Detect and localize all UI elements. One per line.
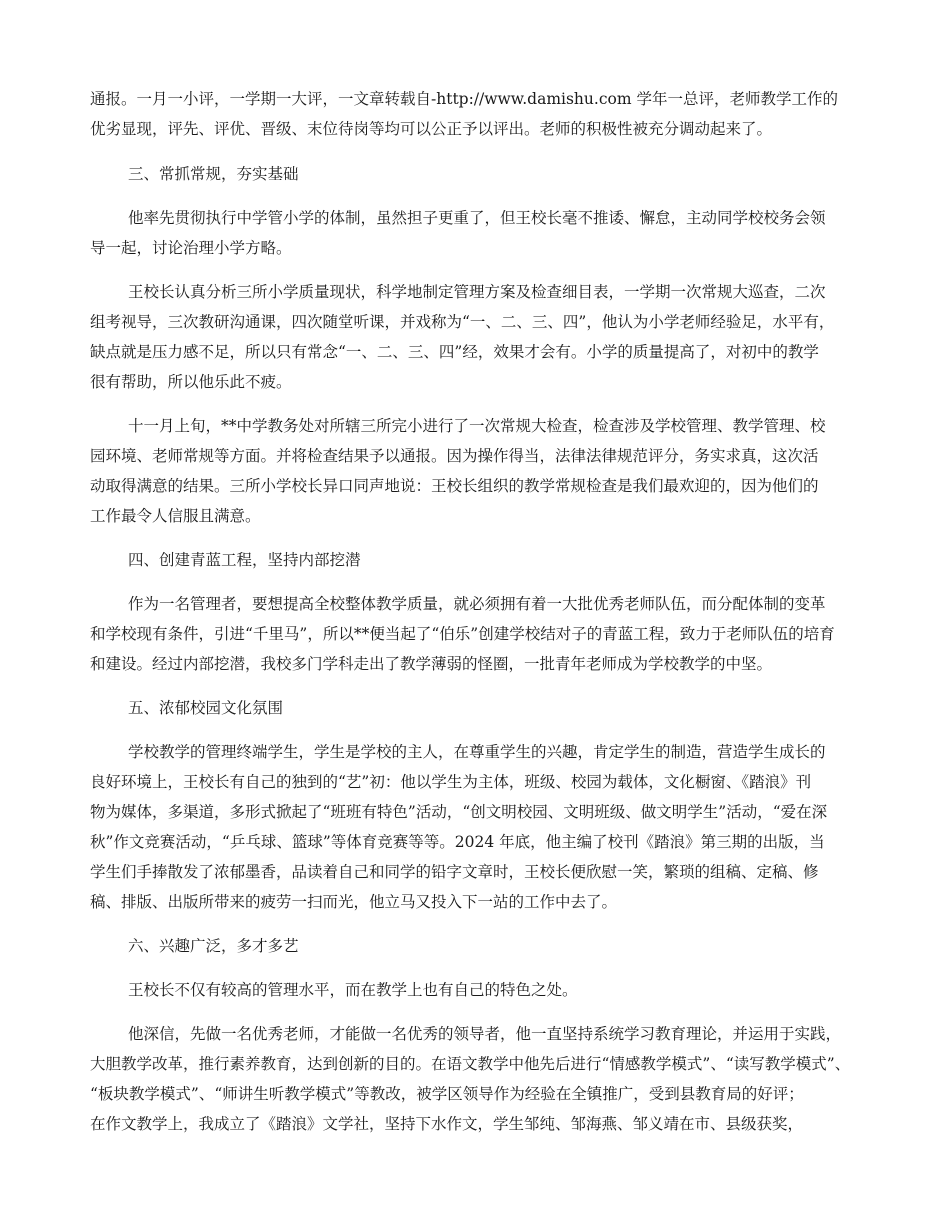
paragraph-line: 很有帮助，所以他乐此不疲。 xyxy=(90,373,292,391)
paragraph-line: 动取得满意的结果。三所小学校长异口同声地说：王校长组织的教学常规检查是我们最欢迎的，因为他们的 xyxy=(90,477,819,495)
paragraph-line: 秋”作文竞赛活动，“乒乓球、篮球”等体育竞赛等等。2024 年底，他主编了校刊《踏浪》第三期的出版，当 xyxy=(90,833,825,851)
paragraph-line: 学生们手捧散发了浓郁墨香，品读着自己和同学的铅字文章时，王校长便欣慰一笑，繁琐的组稿、定稿、修 xyxy=(90,863,819,881)
section-heading: 六、兴趣广泛，多才多艺 xyxy=(128,937,299,955)
paragraph-line: 优劣显现，评先、评优、晋级、末位待岗等均可以公正予以评出。老师的积极性被充分调动起来了。 xyxy=(90,120,773,138)
paragraph-line: 王校长认真分析三所小学质量现状，科学地制定管理方案及检查细目表，一学期一次常规大巡查，二次 xyxy=(128,283,826,301)
paragraph-line: 组考视导，三次教研沟通课，四次随堂听课，并戏称为“一、二、三、四”，他认为小学老师经验足，水平有， xyxy=(90,313,835,331)
paragraph-line: 通报。一月一小评，一学期一大评，一文章转载自-http://www.damishu.com 学年一总评，老师教学工作的 xyxy=(90,90,838,108)
paragraph-line: 缺点就是压力感不足，所以只有常念“一、二、三、四”经，效果才会有。小学的质量提高了，对初中的教学 xyxy=(90,343,819,361)
paragraph-line: “板块教学模式”、“师讲生听教学模式”等教改，被学区领导作为经验在全镇推广，受到县教育局的好评； xyxy=(90,1085,804,1103)
section-heading: 四、创建青蓝工程，坚持内部挖潜 xyxy=(128,551,361,569)
paragraph-line: 在作文教学上，我成立了《踏浪》文学社，坚持下水作文，学生邹纯、邹海燕、邹义靖在市、县级获奖， xyxy=(90,1115,804,1133)
paragraph-line: 王校长不仅有较高的管理水平，而在教学上也有自己的特色之处。 xyxy=(128,981,578,999)
section-heading: 五、浓郁校园文化氛围 xyxy=(128,699,284,717)
paragraph-line: 良好环境上，王校长有自己的独到的“艺”初：他以学生为主体，班级、校园为载体，文化橱窗、《踏浪》刊 xyxy=(90,773,812,791)
paragraph-line: 学校教学的管理终端学生，学生是学校的主人，在尊重学生的兴趣，肯定学生的制造，营造学生成长的 xyxy=(128,743,826,761)
paragraph-line: 他深信，先做一名优秀老师，才能做一名优秀的领导者，他一直坚持系统学习教育理论，并运用于实践， xyxy=(128,1025,842,1043)
paragraph-line: 稿、排版、出版所带来的疲劳一扫而光，他立马又投入下一站的工作中去了。 xyxy=(90,893,618,911)
paragraph-line: 物为媒体，多渠道，多形式掀起了“班班有特色”活动，“创文明校园、文明班级、做文明学生”活动，“爱在深 xyxy=(90,803,828,821)
paragraph-line: 和建设。经过内部挖潜，我校多门学科走出了教学薄弱的怪圈，一批青年老师成为学校教学的中坚。 xyxy=(90,655,773,673)
paragraph-line: 导一起，讨论治理小学方略。 xyxy=(90,239,292,257)
paragraph-line: 园环境、老师常规等方面。并将检查结果予以通报。因为操作得当，法律法律规范评分，务实求真，这次活 xyxy=(90,447,819,465)
paragraph-line: 作为一名管理者，要想提高全校整体教学质量，就必须拥有着一大批优秀老师队伍，而分配体制的变革 xyxy=(128,595,826,613)
paragraph-line: 大胆教学改革，推行素养教育，达到创新的目的。在语文教学中他先后进行“情感教学模式”、“读写教学模式”、 xyxy=(90,1055,851,1073)
paragraph-line: 工作最令人信服且满意。 xyxy=(90,507,261,525)
paragraph-line: 他率先贯彻执行中学管小学的体制，虽然担子更重了，但王校长毫不推诿、懈怠，主动同学校校务会领 xyxy=(128,209,826,227)
paragraph-line: 和学校现有条件，引进“千里马”，所以**便当起了“伯乐”创建学校结对子的青蓝工程，致力于老师队伍的培育 xyxy=(90,625,835,643)
section-heading: 三、常抓常规，夯实基础 xyxy=(128,165,299,183)
paragraph-line: 十一月上旬，**中学教务处对所辖三所完小进行了一次常规大检查，检查涉及学校管理、教学管理、校 xyxy=(128,417,826,435)
